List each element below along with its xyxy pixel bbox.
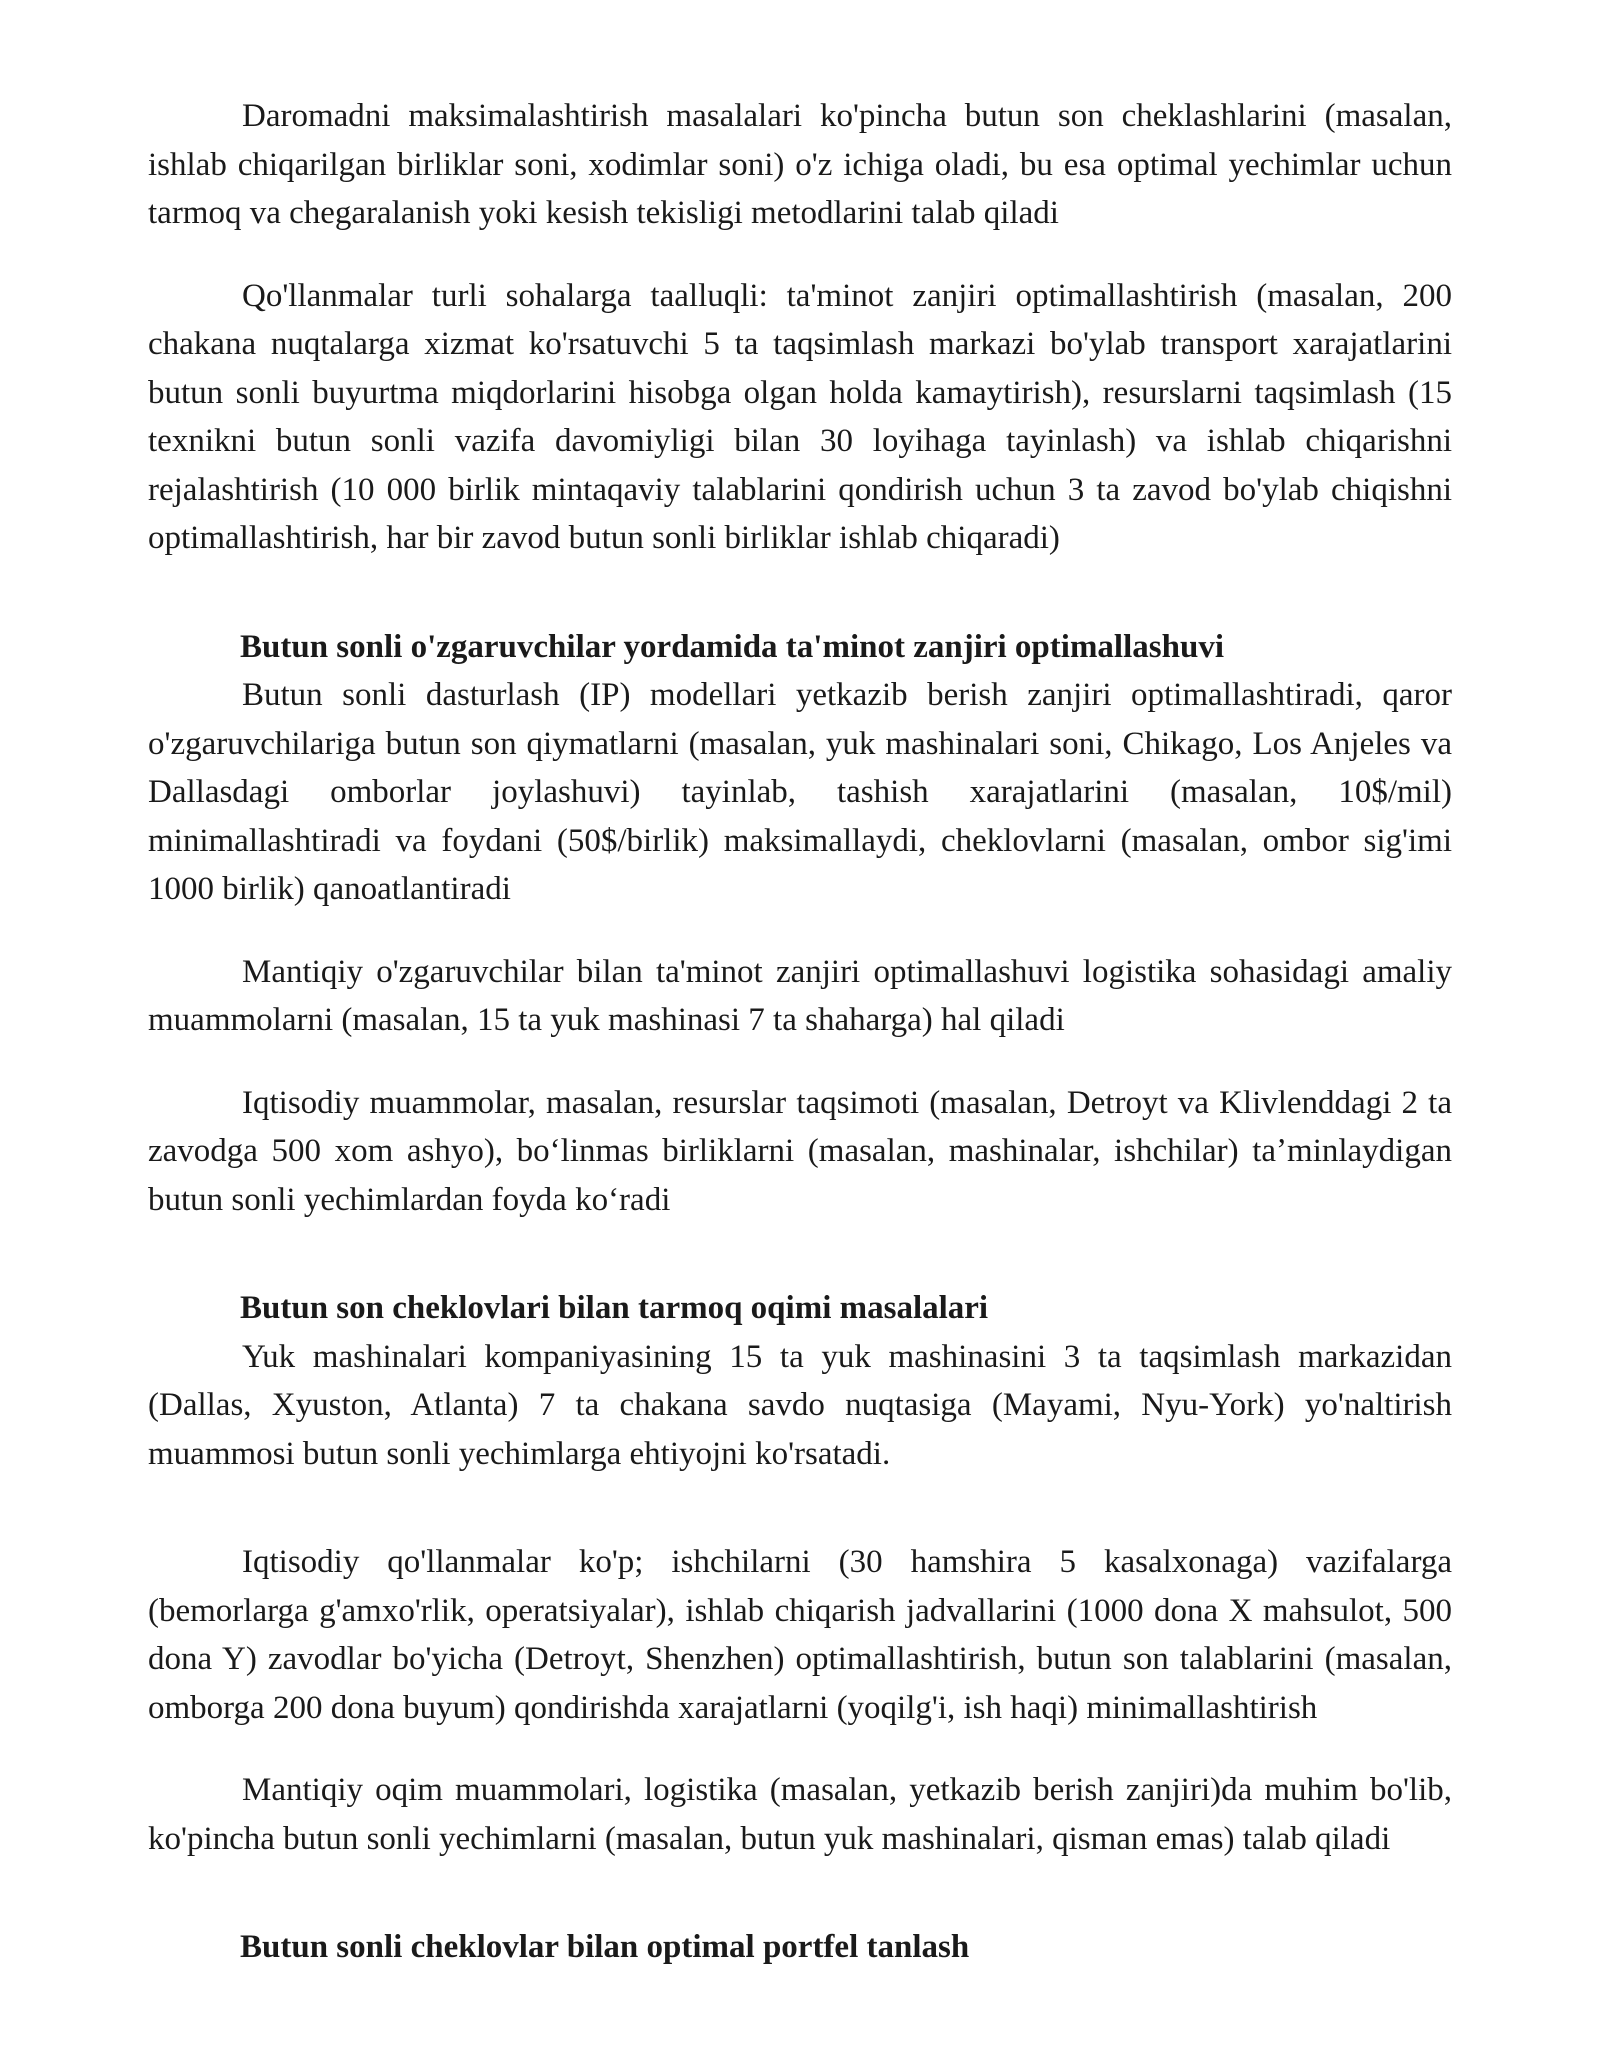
paragraph-gap [148,238,1452,272]
section-heading-1: Butun sonli o'zgaruvchilar yordamida ta'minot zanjiri optimallashuvi [240,628,1224,665]
section-gap [148,1863,1452,1923]
section-gap [148,563,1452,623]
document-page [148,92,1452,1972]
paragraph-3: Butun sonli dasturlash (IP) modellari yetkazib berish zanjiri optimallashtiradi, qaror o'zgaruvchilariga butun son qiymatlarni (masalan, yuk mashinalari soni, Chikago, Los Anjeles va Dallasdagi omborlar joylashuvi) tayinlab, tashish xarajatlarini (masalan, 10$/mil) minimallashtiradi va foydani (50$/birlik) maksimallaydi, cheklovlarni (masalan, ombor sig'imi 1000 birlik) qanoatlantiradi [148,677,1452,907]
paragraph-1: Daromadni maksimalashtirish masalalari ko'pincha butun son cheklashlarini (masalan, ishlab chiqarilgan birliklar soni, xodimlar soni) o'z ichiga oladi, bu esa optimal yechimlar uchun tarmoq va chegaralanish yoki kesish tekisligi metodlarini talab qiladi [148,98,1452,231]
section-heading-2: Butun son cheklovlari bilan tarmoq oqimi masalalari [240,1290,989,1326]
paragraph-7: Iqtisodiy qo'llanmalar ko'p; ishchilarni (30 hamshira 5 kasalxonaga) vazifalarga (bemorlarga g'amxo'rlik, operatsiyalar), ishlab chiqarish jadvallarini (1000 dona X mahsulot, 500 dona Y) zavodlar bo'yicha (Detroyt, Shenzhen) optimallashtirish, butun son talablarini (masalan, omborga 200 dona buyum) qondirishda xarajatlarni (yoqilg'i, ish haqi) minimallashtirish [148,1544,1452,1726]
paragraph-5: Iqtisodiy muammolar, masalan, resurslar taqsimoti (masalan, Detroyt va Klivlenddagi 2 ta zavodga 500 xom ashyo), boʻlinmas birliklarni (masalan, mashinalar, ishchilar) taʼminlaydigan butun sonli yechimlardan foyda koʻradi [148,1084,1452,1218]
paragraph-gap [148,1478,1452,1538]
paragraph-gap [148,1732,1452,1766]
paragraph-gap [148,914,1452,948]
section-gap [148,1224,1452,1284]
paragraph-gap [148,1045,1452,1079]
paragraph-4: Mantiqiy o'zgaruvchilar bilan ta'minot zanjiri optimallashuvi logistika sohasidagi amaliy muammolarni (masalan, 15 ta yuk mashinasi 7 ta shaharga) hal qiladi [148,953,1452,1038]
paragraph-6: Yuk mashinalari kompaniyasining 15 ta yuk mashinasini 3 ta taqsimlash markazidan (Dallas, Xyuston, Atlanta) 7 ta chakana savdo nuqtasiga (Mayami, Nyu-York) yo'naltirish muammosi butun sonli yechimlarga ehtiyojni ko'rsatadi. [148,1338,1452,1472]
paragraph-8: Mantiqiy oqim muammolari, logistika (masalan, yetkazib berish zanjiri)da muhim bo'lib, ko'pincha butun sonli yechimlarni (masalan, butun yuk mashinalari, qisman emas) talab qiladi [148,1772,1452,1857]
section-heading-3: Butun sonli cheklovlar bilan optimal portfel tanlash [240,1929,970,1965]
paragraph-2: Qo'llanmalar turli sohalarga taalluqli: ta'minot zanjiri optimallashtirish (masalan, 200 chakana nuqtalarga xizmat ko'rsatuvchi 5 ta taqsimlash markazi bo'ylab transport xarajatlarini butun sonli buyurtma miqdorlarini hisobga olgan holda kamaytirish), resurslarni taqsimlash (15 texnikni butun sonli vazifa davomiyligi bilan 30 loyihaga tayinlash) va ishlab chiqarishni rejalashtirish (10 000 birlik mintaqaviy talablarini qondirish uchun 3 ta zavod bo'ylab chiqishni optimallashtirish, har bir zavod butun sonli birliklar ishlab chiqaradi) [148,277,1452,556]
